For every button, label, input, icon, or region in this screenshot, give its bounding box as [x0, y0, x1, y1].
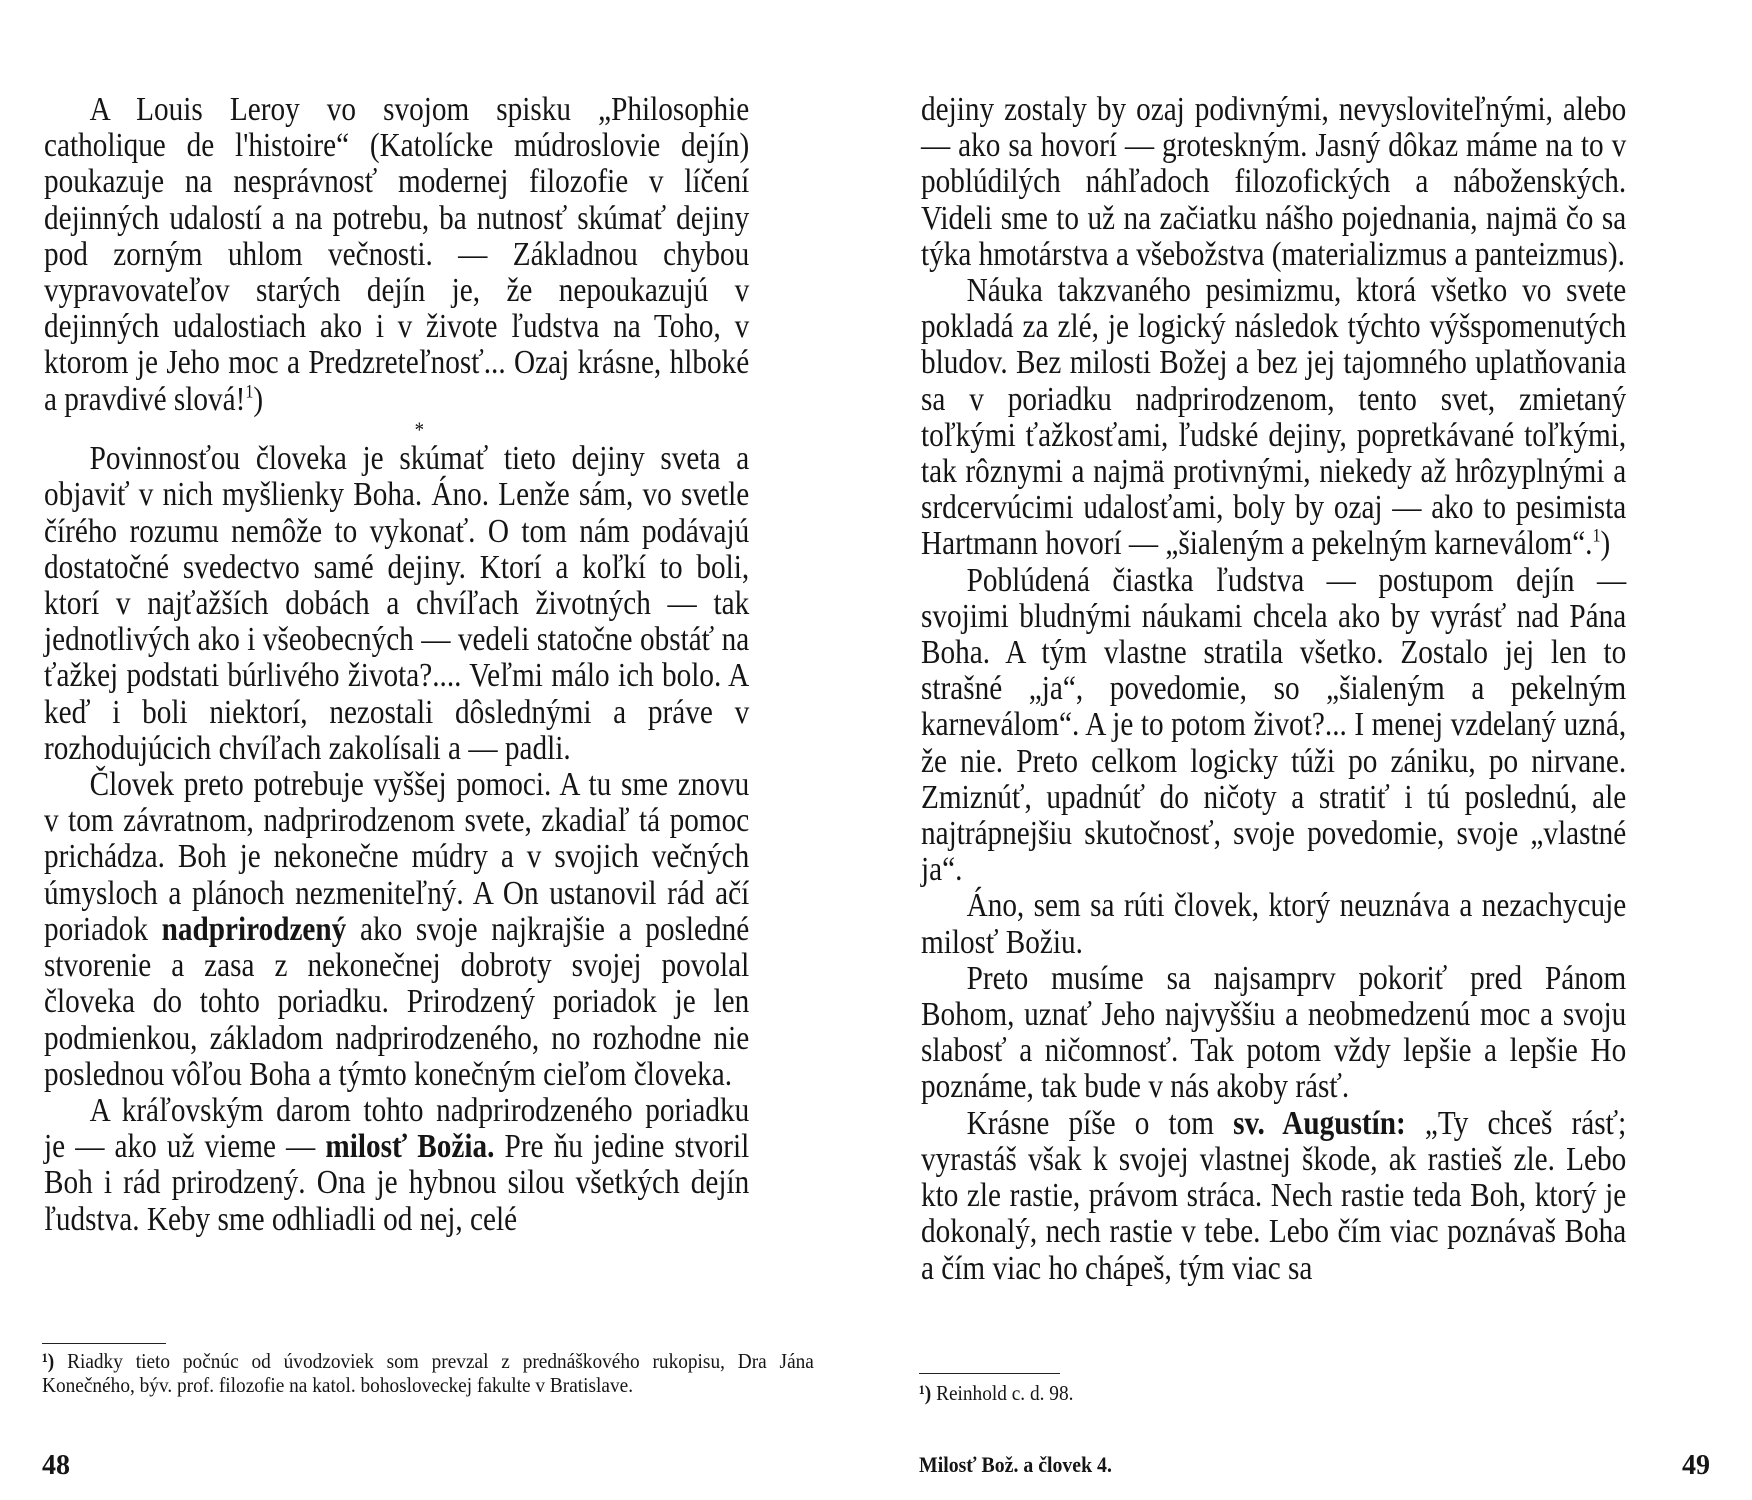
- footnote-text: Reinhold c. d. 98.: [936, 1381, 1074, 1405]
- footnote-reference: 1: [245, 381, 254, 403]
- section-separator: *: [414, 416, 425, 442]
- paragraph: Náuka takzvaného pesimizmu, ktorá všetko vo svete pokladá za zlé, je logický následok týchto výšspomenutých bludov. Bez milosti Božej a bez jej tajomného uplatňovania sa v poriadku nadprirodzenom, tento svet, zmietaný toľkými ťažkosťami, ľudské dejiny, popretkávané toľkými, tak rôznymi a najmä protivnými, niekedy až hrôzyplnými a srdcervúcimi udalosťami, boly by ozaj — ako to pesimista Hartmann hovorí — „šialeným a pekelným karneválom“.$^1$): [921, 272, 1627, 563]
- running-footer: Milosť Bož. a človek 4.: [919, 1452, 1112, 1477]
- footnote-divider: [919, 1373, 1060, 1374]
- footnote-marker: ¹): [919, 1381, 932, 1405]
- paragraph: Krásne píše o tom sv. Augustín: „Ty chceš rásť; vyrastáš však k svojej vlastnej škode, ak rastieš zle. Lebo kto zle rastie, právom stráca. Nech rastie teda Boh, ktorý je dokonalý, nech rastie v tebe. Lebo čím viac poznávaš Boha a čím viac ho chápeš, tým viac sa: [921, 1104, 1627, 1287]
- paragraph: Poblúdená čiastka ľudstva — postupom dejín — svojimi bludnými náukami chcela ako by vyrásť nad Pána Boha. A tým vlastne stratila všetko. Zostalo jej len to strašné „ja“, povedomie, so „šialeným a pekelným karneválom“. A je to potom život?... I menej vzdelaný uzná, že nie. Preto celkom logicky túži po zániku, po nirvane. Zmiznúť, upadnúť do ničoty a stratiť i tú poslednú, ale najtrápnejšiu skutočnosť, svoje povedomie, svoje „vlastné ja“.: [921, 561, 1627, 889]
- page-number: 48: [42, 1450, 70, 1481]
- footnote-marker: ¹): [42, 1349, 55, 1373]
- footnote: [919, 1382, 1195, 1406]
- paragraph: Povinnosťou človeka je skúmať tieto dejiny sveta a objaviť v nich myšlienky Boha. Áno. Lenže sám, vo svetle čírého rozumu nemôže to vykonať. O tom nám podávajú dostatočné svedectvo samé dejiny. Ktorí a koľkí to boli, ktorí v najťažších dobách a chvíľach životných — tak jednotlivých ako i všeobecných — vedeli statočne obstáť na ťažkej podstati búrlivého života?.... Veľmi málo ich bolo. A keď i boli niektorí, nezostali dôslednými a práve v rozhodujúcich chvíľach zakolísali a — padli.: [44, 440, 750, 767]
- paragraph: dejiny zostaly by ozaj podivnými, nevysloviteľnými, alebo — ako sa hovorí — groteskným. Jasný dôkaz máme na to v poblúdilých náhľadoch filozofických a náboženských. Videli sme to už na začiatku nášho pojednania, najmä čo sa týka hmotárstva a všebožstva (materializmus a panteizmus).: [921, 91, 1627, 273]
- emphasis: nadprirodzený: [161, 910, 347, 948]
- left-text-column: [44, 92, 749, 1238]
- paragraph: Človek preto potrebuje vyššej pomoci. A tu sme znovu v tom závratnom, nadprirodzenom svete, zkadiaľ tá pomoc prichádza. Boh je nekonečne múdry a v svojich večných úmysloch a plánoch nezmeniteľný. A On ustanovil rád ačí poriadok nadprirodzený ako svoje najkrajšie a posledné stvorenie a zasa z nekonečnej dobroty svojej povolal človeka do tohto poriadku. Prirodzený poriadok je len podmienkou, základom nadprirodzeného, no rozhodne nie poslednou vôľou Boha a týmto konečným cieľom človeka.: [44, 766, 750, 1093]
- emphasis: milosť Božia.: [325, 1128, 495, 1166]
- footnote-divider: [42, 1343, 166, 1344]
- paragraph: A kráľovským darom tohto nadprirodzeného poriadku je — ako už vieme — milosť Božia. Pre ňu jedine stvoril Boh i rád prirodzený. Ona je hybnou silou všetkých dejín ľudstva. Keby sme odhliadli od nej, celé: [44, 1091, 750, 1238]
- right-page: [876, 0, 1752, 1500]
- page-number: 49: [1682, 1450, 1710, 1481]
- footnote: [42, 1350, 814, 1397]
- footnote-reference: 1: [1592, 526, 1601, 548]
- paragraph: Preto musíme sa najsamprv pokoriť pred Pánom Bohom, uznať Jeho najvyššiu a neobmedzenú moc a svoju slabosť a ničomnosť. Tak potom vždy lepšie a lepšie Ho poznáme, tak bude v nás akoby rásť.: [921, 959, 1627, 1106]
- paragraph: A Louis Leroy vo svojom spisku „Philosophie catholique de l'histoire“ (Katolícke múdroslovie dejín) poukazuje na nesprávnosť modernej filozofie v líčení dejinných udalostí a na potrebu, ba nutnosť skúmať dejiny pod zorným uhlom večnosti. — Základnou chybou vypravovateľov starých dejín je, že nepoukazujú v dejinných udalostiach ako i v živote ľudstva na Toho, v ktorom je Jeho moc a Predzreteľnosť... Ozaj krásne, hlboké a pravdivé slová!$^1$): [44, 91, 750, 418]
- paragraph: Áno, sem sa rúti človek, ktorý neuznáva a nezachycuje milosť Božiu.: [921, 887, 1627, 961]
- footnote-text: Riadky tieto počnúc od úvodzoviek som prevzal z prednáškového rukopisu, Dra Jána Konečného, býv. prof. filozofie na katol. bohosloveckej fakulte v Bratislave.: [42, 1349, 814, 1397]
- emphasis: sv. Augustín:: [1233, 1104, 1406, 1142]
- right-text-column: [921, 92, 1626, 1287]
